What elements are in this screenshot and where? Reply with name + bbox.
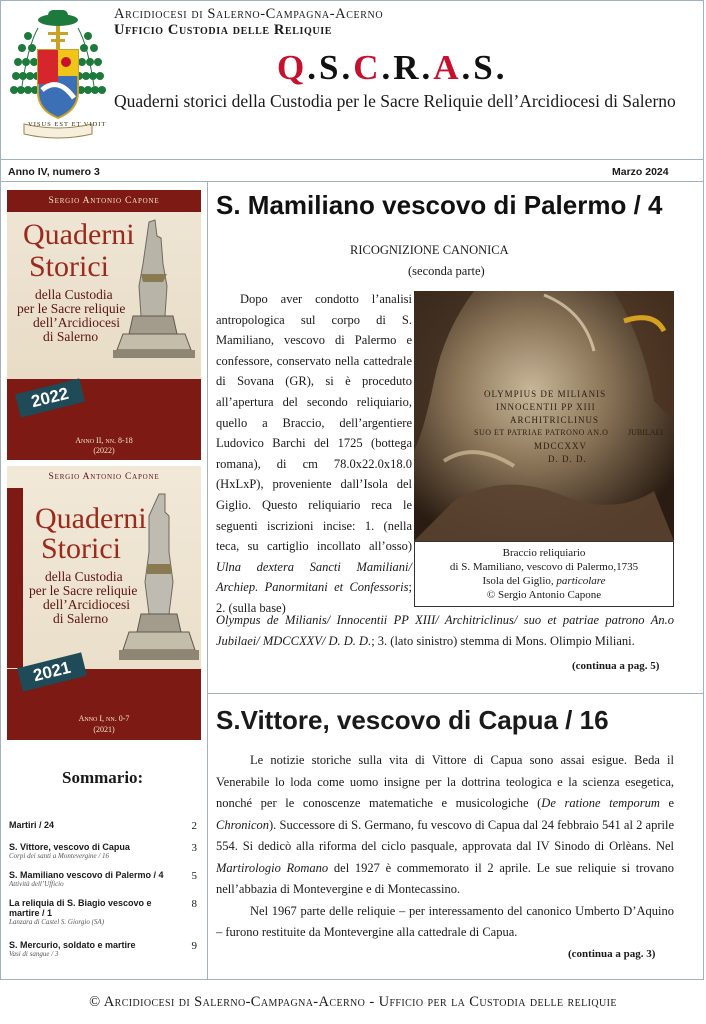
- cover-line: della Custodia: [45, 569, 123, 584]
- acronym-r: .R.: [381, 48, 434, 87]
- article-text-italic: Martirologio Romano: [216, 860, 329, 875]
- acronym-c: C: [353, 48, 382, 87]
- caption-detail: particolare: [556, 575, 606, 587]
- sommario-item-subtitle: Attività dell’Ufficio: [9, 880, 64, 888]
- sommario-item[interactable]: [9, 842, 197, 860]
- issue-volume: Anno IV, numero 3: [8, 166, 100, 178]
- issue-date: Marzo 2024: [612, 166, 669, 178]
- article-text: ; 2. (sulla base): [216, 580, 412, 615]
- cover-author: Sergio Antonio Capone: [7, 466, 201, 488]
- sommario-item[interactable]: [9, 820, 197, 830]
- article-text: ; 3. (lato sinistro) stemma di Mons. Olimpio Miliani.: [371, 633, 635, 648]
- article-text: ). Successore di S. Germano, fu vescovo di Capua dal 24 febbraio 541 al 2 aprile 554. Si dedicò alla riforma del ciclo pasquale, approvata dal IV Sinodo di Orlèans. Nel: [216, 817, 674, 853]
- acronym-q: Q: [277, 48, 308, 87]
- article-subkicker: (seconda parte): [408, 264, 485, 278]
- article-text: del 1927 è commemorato il 2 aprile. Le sue reliquie si trovano nell’abbazia di Montevergine e di Montecassino.: [216, 860, 674, 896]
- continue-link[interactable]: (continua a pag. 5): [572, 660, 660, 672]
- cover-line: della Custodia: [35, 287, 113, 302]
- sommario-item-title: La reliquia di S. Biagio vescovo e martire / 1: [9, 898, 152, 918]
- cover-year-badge: 2022: [15, 378, 85, 417]
- sommario-item-subtitle: Vasi di sangue / 3: [9, 950, 59, 958]
- article-text: Nel 1967 parte delle reliquie – per interessamento del canonico Umberto D’Aquino – furono restituite da Montevergine alla cattedrale di Capua.: [216, 903, 674, 939]
- sommario-item-page: 3: [191, 842, 197, 854]
- cover-foot: (2021): [93, 725, 115, 734]
- article-text-italic: De ratione temporum: [541, 796, 660, 810]
- article-body-column: [216, 289, 412, 619]
- archdiocese-name: Arcidiocesi di Salerno-Campagna-Acerno: [114, 6, 384, 22]
- office-name: Ufficio Custodia delle Reliquie: [114, 22, 332, 38]
- acronym-a: A: [433, 48, 462, 87]
- engraving-line: ARCHITRICLINUS: [510, 415, 600, 425]
- caption-line: [415, 574, 673, 588]
- journal-subtitle: Quaderni storici della Custodia per le Sacre Reliquie dell’Arcidiocesi di Salerno: [114, 91, 676, 111]
- sommario-item-title: S. Vittore, vescovo di Capua: [9, 842, 130, 852]
- sommario-item-subtitle: Corpi dei santi a Montevergine / 16: [9, 852, 110, 860]
- cover-word-quaderni: Quaderni: [23, 218, 135, 251]
- sommario-item-title: Martiri / 24: [9, 820, 55, 830]
- engraving-line: JUBILAEI: [628, 428, 664, 437]
- cover-line: per le Sacre reliquie: [29, 583, 138, 598]
- cover-line: per le Sacre reliquie: [17, 301, 126, 316]
- cover-foot: Anno I, nn. 0-7: [78, 714, 130, 723]
- cover-word-storici: Storici: [29, 250, 109, 283]
- caption-line: Braccio reliquiario: [502, 547, 586, 559]
- coat-of-arms-logo: [8, 6, 108, 152]
- sommario-item[interactable]: [9, 870, 197, 888]
- cover-line: dell’Arcidiocesi: [33, 315, 120, 330]
- cover-year-badge: 2021: [17, 652, 87, 691]
- sommario-item-title: S. Mercurio, soldato e martire: [9, 940, 136, 950]
- engraving-line: D. D. D.: [548, 454, 587, 464]
- sommario-item-subtitle: Lanzara di Castel S. Giorgio (SA): [9, 918, 105, 926]
- acronym-s: .S.: [307, 48, 354, 87]
- article-body: [216, 750, 674, 944]
- sommario-item-title: S. Mamiliano vescovo di Palermo / 4: [9, 870, 164, 880]
- cover-author: Sergio Antonio Capone: [7, 190, 201, 212]
- article-title: S.Vittore, vescovo di Capua / 16: [216, 705, 609, 735]
- cover-word-storici: Storici: [41, 532, 121, 565]
- sommario-item-page: 9: [191, 940, 197, 952]
- sommario-item-page: 8: [191, 898, 197, 910]
- issue-bar: [0, 160, 704, 182]
- cover-foot: (2022): [93, 446, 115, 455]
- article-text-italic: Chronicon: [216, 817, 270, 832]
- sommario-item[interactable]: [9, 898, 197, 926]
- sommario-item-page: 5: [191, 870, 197, 882]
- photo-caption: [414, 541, 674, 607]
- article-divider: [208, 693, 704, 694]
- caption-line: di S. Mamiliano, vescovo di Palermo,1735: [449, 561, 639, 573]
- reliquary-photo[interactable]: [414, 291, 674, 541]
- article-text: Le notizie storiche sulla vita di Vittore di Capua sono assai esigue. Beda il Venerabile lo loda come uomo insigne per la dottrina teologica e la scienza esegetica, nonché per le conoscenze matematiche e musicologiche (: [216, 753, 674, 810]
- cover-word-quaderni: Quaderni: [35, 502, 147, 535]
- book-cover-2022[interactable]: [7, 190, 201, 460]
- reliquary-arm-image: [119, 492, 199, 672]
- engraving-line: INNOCENTII PP XIII: [496, 402, 596, 412]
- caption-place: Isola del Giglio,: [482, 575, 557, 587]
- footer-copyright: © Arcidiocesi di Salerno-Campagna-Acerno - Ufficio per la Custodia delle reliquie: [89, 994, 617, 1010]
- cover-line: dell’Arcidiocesi: [43, 597, 130, 612]
- article-text-italic: Olympus de Milianis/ Innocentii PP XIII/ Architriclinus/ suo et patriae patrono An.o Jubilaei/ MDCCXXV/ D. D. D.: [216, 613, 674, 648]
- article-title: S. Mamiliano vescovo di Palermo / 4: [216, 190, 663, 220]
- motto-text: VISUS EST ET VIDIT: [28, 121, 107, 128]
- engraving-line: MDCCXXV: [534, 441, 588, 451]
- acronym-s2: .S.: [461, 48, 508, 87]
- sommario-title: Sommario:: [62, 768, 144, 787]
- engraving-line: SUO ET PATRIAE PATRONO AN.O: [474, 428, 609, 437]
- sommario-item[interactable]: [9, 940, 197, 958]
- sommario-item-page: 2: [191, 820, 197, 832]
- engraving-line: OLYMPIUS DE MILIANIS: [484, 389, 607, 399]
- caption-copyright: © Sergio Antonio Capone: [486, 589, 602, 601]
- article-body-wide: [216, 610, 674, 651]
- reliquary-arm-image: [111, 216, 197, 376]
- article-kicker: RICOGNIZIONE CANONICA: [350, 243, 509, 257]
- article-text: Dopo aver condotto l’analisi antropologica sul corpo di S. Mamiliano, vescovo di Palermo e confessore, conservato nella cattedrale di Sovana (GR), si è proceduto all’apertura del secondo reliquiario, quello a Braccio, dell’argentiere Ludovico Barchi del 1725 (bottega romana), di cm 78.0x22.0x18.0 (HxLxP), proveniente dall’Isola del Giglio. Questo reliquiario reca le seguenti iscrizioni incise: 1. (nella teca, su cartiglio incollato all’osso): [216, 292, 412, 554]
- article-text: e: [659, 796, 674, 810]
- journal-acronym: [277, 48, 508, 88]
- continue-link[interactable]: (continua a pag. 3): [568, 948, 656, 960]
- article-text-italic: Ulna dextera Sancti Mamiliani/ Archiep. Panormitani et Confessoris: [216, 559, 412, 595]
- book-cover-2021[interactable]: [7, 466, 201, 740]
- cover-foot: Anno II, nn. 8-18: [75, 436, 133, 445]
- cover-line: di Salerno: [53, 611, 109, 626]
- cover-line: di Salerno: [43, 329, 99, 344]
